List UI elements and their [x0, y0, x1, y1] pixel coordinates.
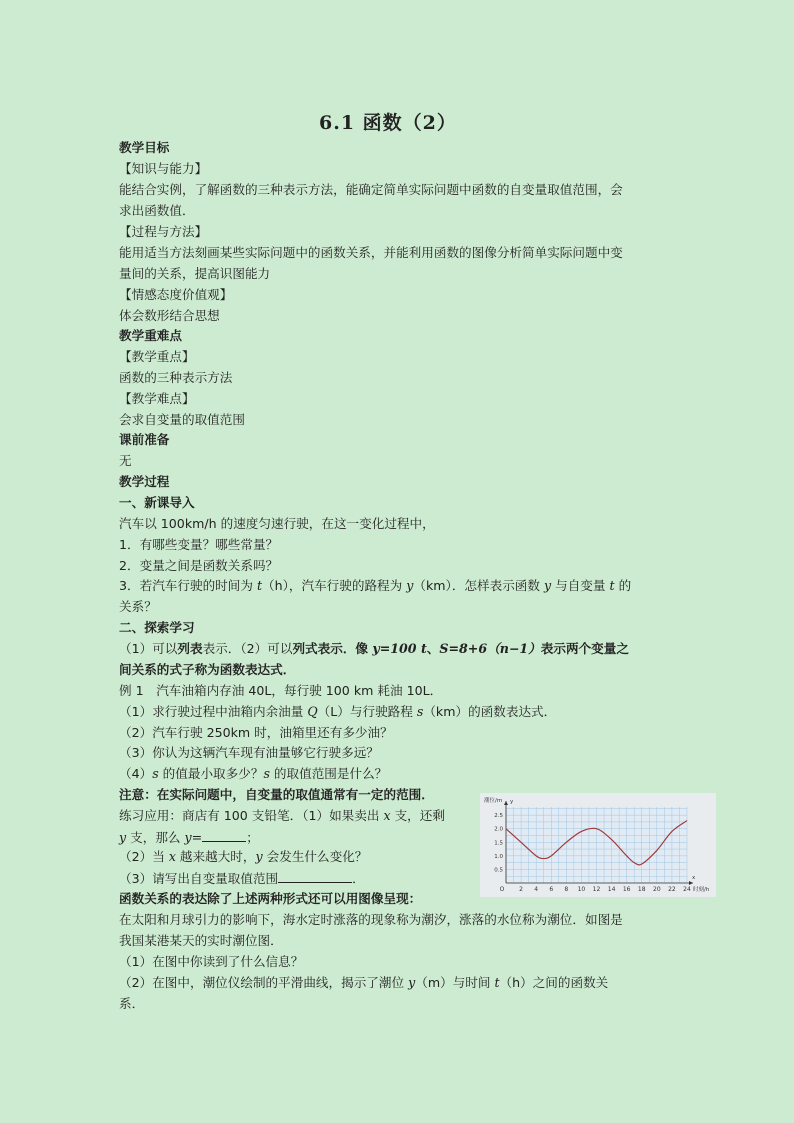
question-1: 1．有哪些变量？哪些常量？ — [119, 537, 279, 552]
text-span: 的取值范围是什么？ — [269, 766, 388, 781]
text-span: 与自变量 — [551, 578, 610, 593]
x-tick-label: 22 — [668, 886, 676, 893]
text-line: 能用适当方法刻画某些实际问题中的函数关系，并能利用函数的图像分析简单实际问题中变 — [119, 245, 623, 260]
x-tick-label: 16 — [622, 886, 631, 893]
var-q: Q — [307, 704, 318, 719]
text-line: 量间的关系，提高识图能力 — [119, 266, 271, 281]
text-span: 的值最小取多少？ — [158, 766, 264, 781]
text-line: 间关系的式子称为函数表达式． — [119, 662, 296, 677]
text-span: 、 — [426, 641, 440, 656]
var-t: t — [256, 578, 263, 593]
text-span: 的 — [614, 578, 632, 593]
example-q3: （3）你认为这辆汽车现有油量够它行驶多远？ — [119, 745, 379, 760]
text-span: （2）在图中，潮位仪绘制的平滑曲线，揭示了潮位 — [119, 975, 409, 990]
origin-label: O — [499, 886, 505, 893]
text-span: 列表 — [177, 641, 203, 656]
practice-line-1 — [119, 808, 445, 824]
y-tick-label: 2.5 — [494, 813, 503, 820]
text-line: 函数的三种表示方法 — [119, 370, 233, 385]
var-x: x — [168, 849, 176, 864]
heading-intro: 一、新课导入 — [119, 495, 195, 510]
formula: y= — [184, 830, 203, 845]
text-span: （m）与时间 — [415, 975, 495, 990]
page-title: 6.1 函数（2） — [319, 112, 457, 134]
formula: S=8+6（n−1） — [439, 641, 541, 656]
subheading-knowledge: 【知识与能力】 — [119, 161, 208, 176]
note: 注意：在实际问题中，自变量的取值通常有一定的范围． — [119, 787, 434, 802]
x-tick-label: 6 — [549, 886, 554, 893]
subheading-emotion: 【情感态度价值观】 — [119, 287, 233, 302]
var-y: y — [255, 849, 263, 864]
var-y: y — [406, 578, 414, 593]
text-line: 求出函数值． — [119, 203, 195, 218]
tide-q2 — [119, 975, 608, 991]
y-tick-label: 1.0 — [494, 853, 503, 860]
formula: y=100 t — [372, 641, 427, 656]
x-tick-label: 2 — [519, 886, 523, 893]
text-span: （h）之间的函数关 — [499, 975, 609, 990]
y-tick-label: 1.5 — [494, 840, 503, 847]
example-q4 — [119, 766, 387, 782]
var-s: s — [416, 704, 424, 719]
text-span: （h），汽车行驶的路程为 — [262, 578, 407, 593]
tide-q1: （1）在图中你读到了什么信息？ — [119, 954, 304, 969]
example-q2: （2）汽车行驶 250km 时，油箱里还有多少油？ — [119, 725, 393, 740]
tide-chart — [480, 793, 716, 897]
x-tick-label: 14 — [607, 886, 616, 893]
example-heading: 例 1 汽车油箱内存油 40L，每行驶 100 km 耗油 10L． — [119, 683, 443, 698]
heading-prep: 课前准备 — [119, 432, 170, 447]
text-span: （km）的函数表达式． — [423, 704, 557, 719]
x-axis-letter: x — [692, 875, 696, 881]
heading-explore: 二、探索学习 — [119, 620, 195, 635]
var-s: s — [263, 766, 270, 781]
x-tick-label: 24 — [683, 886, 691, 893]
x-axis-label: 时刻/h — [693, 887, 710, 893]
text-span: ． — [352, 871, 365, 886]
text-span: 越来越大时， — [175, 849, 256, 864]
text-line: 会求自变量的取值范围 — [119, 412, 245, 427]
answer-blank — [202, 829, 246, 842]
var-y: y — [119, 830, 127, 845]
text-span: 支，那么 — [126, 830, 185, 845]
y-tick-label: 0.5 — [494, 867, 503, 874]
question-2: 2．变量之间是函数关系吗？ — [119, 558, 279, 573]
text-span: 3．若汽车行驶的时间为 — [119, 578, 257, 593]
y-axis-arrow — [504, 801, 508, 805]
x-tick-label: 12 — [592, 886, 601, 893]
tide-chart-svg — [480, 793, 716, 897]
text-line: 无 — [119, 453, 132, 468]
var-y: y — [543, 578, 552, 593]
text-span: 列式 — [292, 641, 318, 656]
text-span: 支，还剩 — [390, 808, 445, 823]
subheading-process: 【过程与方法】 — [119, 224, 208, 239]
text-span: 表示．像 — [317, 641, 373, 656]
text-span: （1）求行驶过程中油箱内余油量 — [119, 704, 308, 719]
practice-line-4 — [119, 870, 365, 887]
text-line: 我国某港某天的实时潮位图． — [119, 933, 283, 948]
var-y: y — [408, 975, 416, 990]
subheading-difficulty: 【教学难点】 — [119, 391, 195, 406]
heading-keypoints: 教学重难点 — [119, 328, 182, 343]
subheading-focus: 【教学重点】 — [119, 349, 195, 364]
text-line: 关系？ — [119, 599, 157, 614]
text-line: 汽车以 100km/h 的速度匀速行驶，在这一变化过程中， — [119, 516, 435, 531]
text-span: ； — [246, 830, 259, 845]
example-q1 — [119, 704, 556, 720]
heading-objectives: 教学目标 — [119, 140, 170, 155]
var-s: s — [152, 766, 159, 781]
text-span: 表示．（2）可以 — [202, 641, 293, 656]
explore-line-1 — [119, 641, 629, 657]
y-axis-label: 潮位/m — [484, 798, 503, 804]
text-span: 会发生什么变化？ — [262, 849, 368, 864]
x-tick-label: 4 — [534, 886, 539, 893]
text-span: （1）可以 — [119, 641, 178, 656]
x-axis-arrow — [689, 881, 693, 885]
practice-line-2 — [119, 829, 259, 846]
x-tick-label: 20 — [653, 886, 661, 893]
text-span: 练习应用：商店有 100 支铅笔．（1）如果卖出 — [119, 808, 384, 823]
y-axis-letter: y — [510, 799, 514, 805]
x-tick-label: 18 — [637, 886, 646, 893]
text-line: 系． — [119, 996, 145, 1011]
heading-procedure: 教学过程 — [119, 474, 170, 489]
x-tick-label: 10 — [577, 886, 586, 893]
var-t: t — [494, 975, 500, 990]
text-span: （L）与行驶路程 — [317, 704, 417, 719]
text-line: 在太阳和月球引力的影响下，海水定时涨落的现象称为潮汐，涨落的水位称为潮位．如图是 — [119, 912, 623, 927]
var-x: x — [383, 808, 391, 823]
text-line: 能结合实例，了解函数的三种表示方法，能确定简单实际问题中函数的自变量取值范围，会 — [119, 182, 623, 197]
y-tick-label: 2.0 — [494, 826, 503, 833]
graph-heading: 函数关系的表达除了上述两种形式还可以用图像呈现： — [119, 891, 422, 906]
text-span: （km）．怎样表示函数 — [413, 578, 544, 593]
text-span: （2）当 — [119, 849, 169, 864]
practice-line-3 — [119, 849, 367, 865]
text-line: 体会数形结合思想 — [119, 308, 220, 323]
text-span: （4） — [119, 766, 153, 781]
var-t: t — [609, 578, 615, 593]
text-span: （3）请写出自变量取值范围 — [119, 871, 279, 886]
question-3 — [119, 578, 631, 594]
x-tick-label: 8 — [564, 886, 569, 893]
answer-blank — [278, 870, 352, 883]
text-span: 表示两个变量之 — [540, 641, 629, 656]
